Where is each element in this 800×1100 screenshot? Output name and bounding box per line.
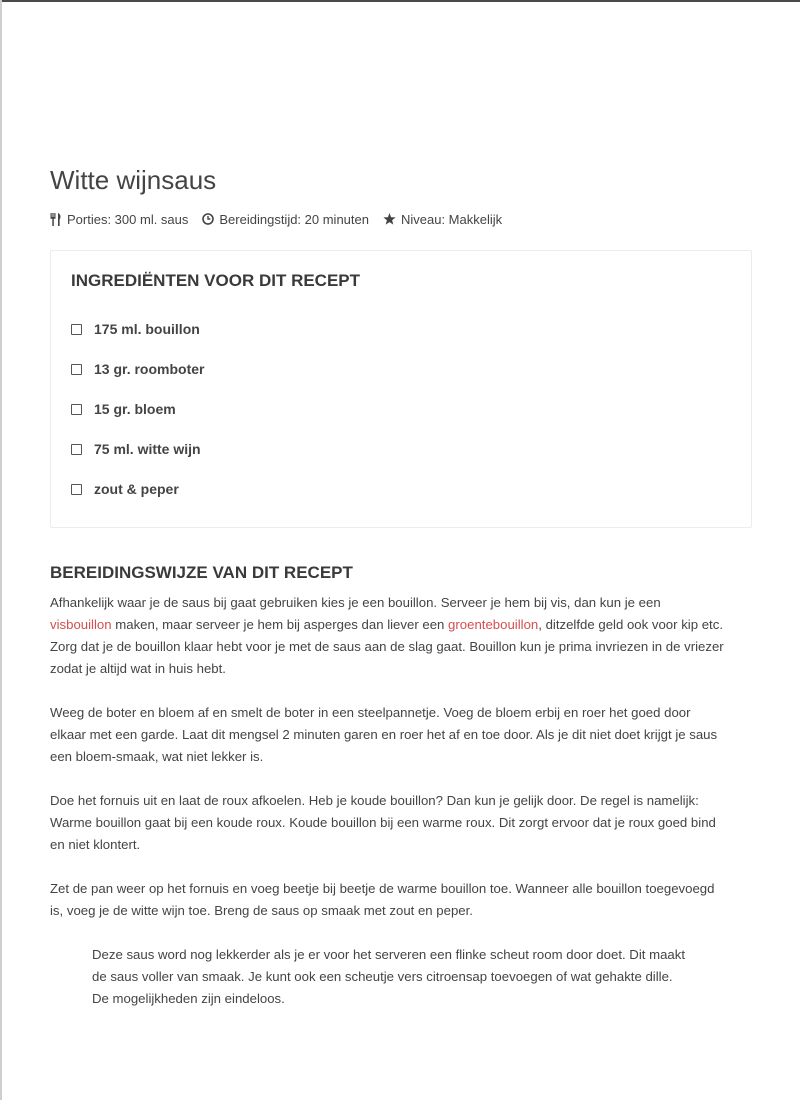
ingredient-item: [71, 469, 731, 509]
method-paragraph-4: [50, 878, 756, 922]
checkbox-icon[interactable]: [71, 324, 82, 335]
star-icon: [383, 213, 396, 225]
ingredient-item: [71, 309, 731, 349]
ingredient-item: [71, 389, 731, 429]
ingredients-list: [71, 309, 731, 509]
ingredients-box: [50, 250, 752, 528]
ingredient-label: 175 ml. bouillon: [94, 321, 200, 337]
ingredient-label: 13 gr. roomboter: [94, 361, 205, 377]
recipe-page: [50, 160, 756, 1010]
text-line: Deze saus word nog lekkerder als je er voor het serveren een flinke scheut room door doet. Dit maakt: [92, 947, 685, 962]
ingredient-label: 15 gr. bloem: [94, 401, 176, 417]
clock-icon: [202, 213, 214, 225]
method-paragraph-1: [50, 592, 756, 680]
scan-top-edge: [0, 0, 800, 2]
text-line: Zorg dat je de bouillon klaar hebt voor je met de saus aan de slag gaat. Bouillon kun je prima invriezen in de vriezer: [50, 639, 724, 654]
checkbox-icon[interactable]: [71, 364, 82, 375]
ingredient-label: zout & peper: [94, 481, 179, 497]
ingredient-label: 75 ml. witte wijn: [94, 441, 201, 457]
ingredient-item: [71, 349, 731, 389]
checkbox-icon[interactable]: [71, 404, 82, 415]
text-line: Doe het fornuis uit en laat de roux afkoelen. Heb je koude bouillon? Dan kun je gelijk door. De regel is namelijk:: [50, 793, 699, 808]
method-section: [50, 561, 756, 1010]
meta-level-text: Niveau: Makkelijk: [400, 211, 503, 227]
text-line: [50, 614, 756, 636]
text-line: zodat je altijd wat in huis hebt.: [50, 661, 226, 676]
fork-knife-icon: [50, 213, 62, 226]
meta-level: [383, 212, 502, 227]
method-paragraph-2: [50, 702, 756, 768]
checkbox-icon[interactable]: [71, 444, 82, 455]
text-line: Zet de pan weer op het fornuis en voeg beetje bij beetje de warme bouillon toe. Wanneer alle bouillon toegevoegd: [50, 881, 715, 896]
text-line: en niet klontert.: [50, 837, 141, 852]
text-fragment: maken, maar serveer je hem bij asperges dan liever een: [111, 617, 449, 632]
method-heading: BEREIDINGSWIJZE VAN DIT RECEPT: [50, 563, 353, 582]
text-line: een bloem-smaak, wat niet lekker is.: [50, 749, 264, 764]
text-line: Warme bouillon gaat bij een koude roux. Koude bouillon bij een warme roux. Dit zorgt ervoor dat je roux goed bind: [50, 815, 716, 830]
tip-block: [92, 944, 732, 1010]
ingredients-heading: INGREDIËNTEN VOOR DIT RECEPT: [71, 271, 361, 290]
meta-prep-time-text: Bereidingstijd: 20 minuten: [219, 211, 369, 227]
text-line: de saus voller van smaak. Je kunt ook een scheutje vers citroensap toevoegen of wat gehakte dille.: [92, 969, 673, 984]
recipe-meta: [50, 208, 756, 230]
visbouillon-link[interactable]: visbouillon: [50, 617, 112, 632]
meta-portions-text: Porties: 300 ml. saus: [67, 211, 189, 227]
method-paragraph-3: [50, 790, 756, 856]
checkbox-icon[interactable]: [71, 484, 82, 495]
text-line: Weeg de boter en bloem af en smelt de boter in een steelpannetje. Voeg de bloem erbij en roer het goed door: [50, 705, 691, 720]
recipe-title: Witte wijnsaus: [50, 165, 217, 195]
text-fragment: , ditzelfde geld ook voor kip etc.: [538, 617, 723, 632]
text-line: is, voeg je de witte wijn toe. Breng de saus op smaak met zout en peper.: [50, 903, 473, 918]
text-line: Afhankelijk waar je de saus bij gaat gebruiken kies je een bouillon. Serveer je hem bij vis, dan kun je een: [50, 595, 661, 610]
scan-left-edge: [0, 0, 2, 1100]
text-line: De mogelijkheden zijn eindeloos.: [92, 991, 285, 1006]
meta-prep-time: [202, 212, 369, 227]
ingredient-item: [71, 429, 731, 469]
meta-portions: [50, 212, 188, 227]
groentebouillon-link[interactable]: groentebouillon: [448, 617, 539, 632]
text-line: elkaar met een garde. Laat dit mengsel 2 minuten garen en roer het af en toe door. Als je dit niet doet krijgt je saus: [50, 727, 718, 742]
